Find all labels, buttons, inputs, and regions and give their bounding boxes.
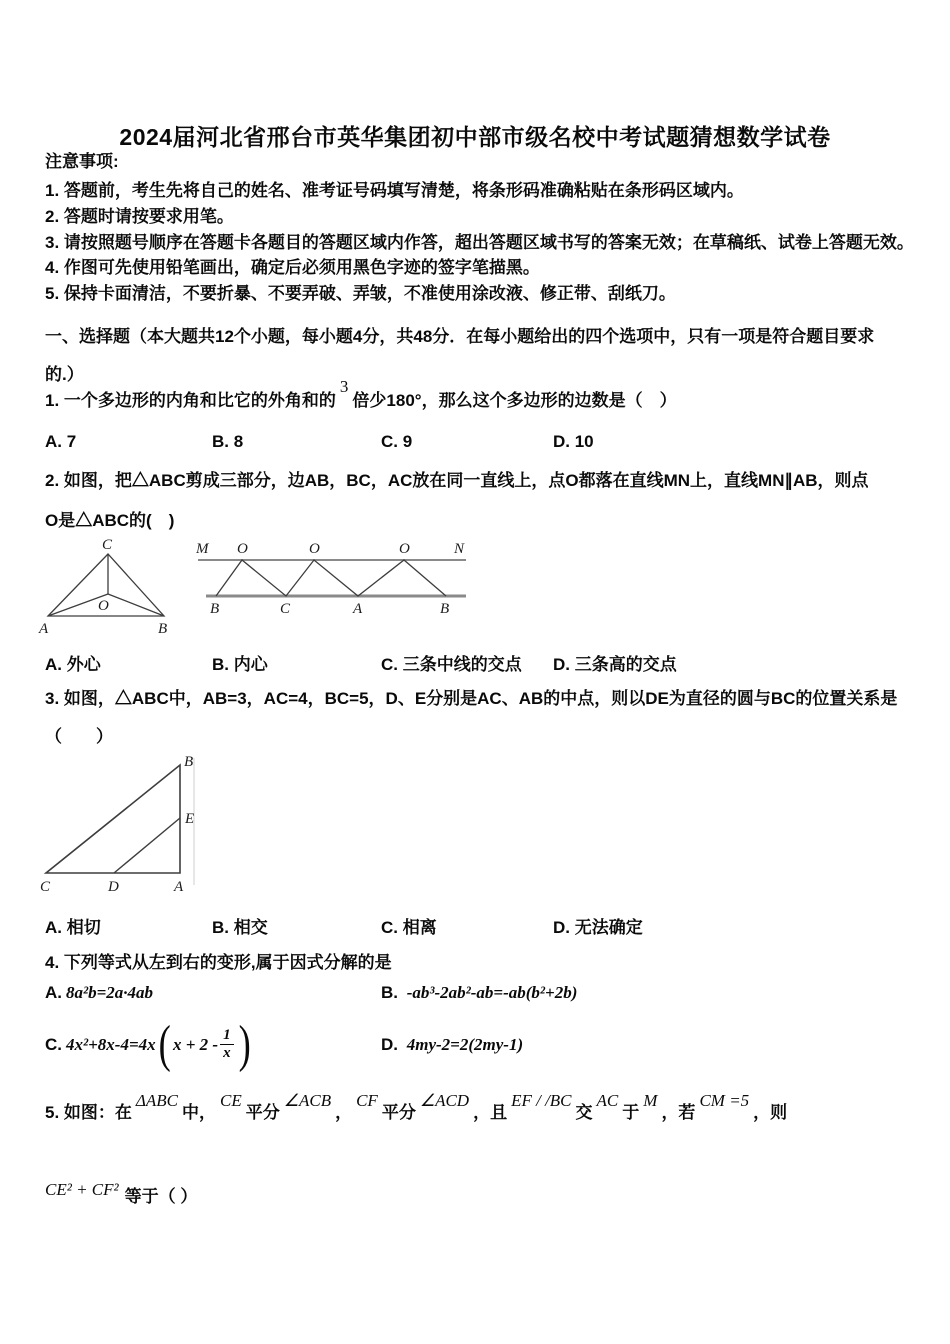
q3-fig-label-e: E: [185, 811, 195, 827]
q4-option-d-key: D.: [381, 1035, 398, 1054]
q5-text-equals: 等于（ ）: [124, 1187, 198, 1206]
q4-stem: 4. 下列等式从左到右的变形,属于因式分解的是: [45, 953, 392, 972]
q4-option-c-left-paren: (: [158, 1015, 171, 1073]
section1-heading-line1: 一、选择题（本大题共12个小题，每小题4分，共48分．在每小题给出的四个选项中，只有一项是符合题目要求: [45, 327, 875, 346]
q4-option-d: [381, 1035, 523, 1055]
q2-stem-line1: 2. 如图，把△ABC剪成三部分，边AB，BC，AC放在同一直线上，点O都落在直线MN上，直线MN∥AB，则点: [45, 471, 869, 490]
q3-fig-label-a: A: [174, 879, 184, 895]
q4-option-c: [45, 1015, 381, 1073]
q3-options: [45, 913, 643, 938]
q3-option-c: C. 相离: [381, 918, 437, 937]
q5-text: 5. 如图：在: [45, 1103, 132, 1122]
q2-stem-line2: O是△ABC的( ): [45, 511, 175, 530]
q5-stem: [45, 1091, 925, 1128]
q4-option-a-formula: 8a²b=2a·4ab: [66, 983, 154, 1002]
q1-option-a: A. 7: [45, 432, 77, 451]
q5-text: ，则: [753, 1103, 788, 1122]
q1-option-c: C. 9: [381, 432, 413, 451]
q4-option-b: [381, 983, 577, 1003]
q5-text: ，且: [473, 1103, 508, 1122]
section1-heading-line2: 的.）: [45, 365, 84, 384]
q2-fig2-label-b2: B: [440, 601, 450, 616]
q2-fig1-label-c: C: [102, 537, 113, 553]
q2-fig1-label-o: O: [98, 598, 109, 614]
q4-option-a: [45, 983, 381, 1003]
q5-text: 平分: [245, 1103, 280, 1122]
q4-option-b-key: B.: [381, 983, 398, 1002]
q2-option-d: D. 三条高的交点: [553, 655, 677, 674]
q5-stem-line2: [45, 1182, 197, 1207]
notice-list: [45, 178, 914, 307]
q5-math-m: M: [643, 1091, 658, 1110]
q5-math-cm-equals-5: CM =5: [699, 1091, 750, 1110]
q3-figure-right-triangle: [38, 753, 210, 898]
q4-options-ab: [45, 983, 577, 1003]
q5-math-ce: CE: [220, 1091, 242, 1110]
q2-figure-triangle-with-center: [38, 536, 190, 638]
q1-stem-pre: 1. 一个多边形的内角和比它的外角和的: [45, 391, 336, 410]
section1-heading: [45, 318, 925, 394]
q3-option-b: B. 相交: [212, 918, 268, 937]
q5-text: 中，: [182, 1103, 216, 1122]
q4-option-c-right-paren: ): [238, 1015, 251, 1073]
q5-text: 于: [622, 1103, 640, 1122]
q2-option-b: B. 内心: [212, 655, 268, 674]
q5-math-angle-acd: ∠ACD: [419, 1091, 470, 1110]
q3-fig-label-b: B: [184, 754, 194, 770]
q2-fig2-label-b1: B: [210, 601, 220, 616]
q5-math-angle-acb: ∠ACB: [283, 1091, 332, 1110]
q2-fig1-label-a: A: [39, 621, 49, 637]
notice-item: 5. 保持卡面清洁，不要折暴、不要弄破、弄皱，不准使用涂改液、修正带、刮纸刀。: [45, 284, 676, 304]
q3-option-a: A. 相切: [45, 918, 101, 937]
q2-option-a: A. 外心: [45, 655, 101, 674]
q2-fig2-label-m: M: [196, 541, 209, 557]
q5-math-cf: CF: [356, 1091, 378, 1110]
q2-figure-parallel-lines: [196, 538, 468, 616]
q1-stem: [45, 377, 677, 411]
q3-fig-label-d: D: [108, 879, 119, 895]
q1-stem-post: 倍少180°，那么这个多边形的边数是（ ）: [352, 391, 677, 410]
q5-math-triangle-abc: ΔABC: [135, 1091, 178, 1110]
q3-stem-line1: 3. 如图，△ABC中，AB=3，AC=4，BC=5，D、E分别是AC、AB的中点，则以DE为直径的圆与BC的位置关系是: [45, 689, 898, 708]
notice-heading: 注意事项:: [45, 152, 119, 171]
q2-option-c: C. 三条中线的交点: [381, 655, 522, 674]
q1-superscript-3: 3: [339, 377, 349, 396]
q5-math-ef-parallel-bc: EF / /BC: [511, 1091, 572, 1110]
q5-text: 交: [575, 1103, 593, 1122]
q4-option-c-key: C.: [45, 1034, 62, 1054]
q2-fig2-label-o3: O: [399, 541, 410, 557]
q4-options-cd: [45, 1012, 523, 1078]
notice-item: 1. 答题前，考生先将自己的姓名、准考证号码填写清楚，将条形码准确粘贴在条形码区域内。: [45, 181, 744, 200]
q5-math-ac: AC: [596, 1091, 619, 1110]
q2-fig2-label-c: C: [280, 601, 291, 616]
q3-stem-line2: （ ）: [45, 727, 113, 746]
q4-option-c-formula: 4x²+8x-4=4x: [66, 1034, 156, 1054]
q3-option-d: D. 无法确定: [553, 918, 643, 937]
q1-option-d: D. 10: [553, 432, 594, 451]
q4-option-d-formula: 4my-2=2(2my-1): [406, 1035, 524, 1054]
q2-fig2-label-n: N: [454, 541, 465, 557]
q4-option-a-key: A.: [45, 983, 62, 1002]
page-title: 2024届河北省邢台市英华集团初中部市级名校中考试题猜想数学试卷: [119, 124, 831, 151]
q5-math-ce2-plus-cf2: CE² + CF²: [45, 1180, 119, 1199]
q5-text: 平分: [381, 1103, 416, 1122]
q4-option-b-formula: -ab³-2ab²-ab=-ab(b²+2b): [406, 983, 578, 1002]
q4-option-c-inner: x + 2 -: [172, 1034, 219, 1054]
notice-item: 4. 作图可先使用铅笔画出，确定后必须用黑色字迹的签字笔描黑。: [45, 258, 540, 278]
notice-item: 3. 请按照题号顺序在答题卡各题目的答题区域内作答，超出答题区域书写的答案无效；在草稿纸、试卷上答题无效。: [45, 232, 914, 252]
q4-option-c-fraction-denominator: x: [220, 1044, 234, 1062]
q5-text: ，若: [661, 1103, 696, 1122]
q2-fig1-label-b: B: [158, 621, 168, 637]
q1-option-b: B. 8: [212, 432, 244, 451]
q4-option-c-fraction: [220, 1027, 234, 1063]
q3-fig-label-c: C: [40, 879, 51, 895]
notice-item: 2. 答题时请按要求用笔。: [45, 206, 234, 226]
q4-option-c-fraction-numerator: 1: [223, 1027, 231, 1044]
q2-fig2-label-o1: O: [237, 541, 248, 557]
q2-options: [45, 650, 677, 675]
q2-fig2-label-a: A: [353, 601, 363, 616]
q2-fig2-label-o2: O: [309, 541, 320, 557]
q5-text: ，: [335, 1103, 353, 1122]
q1-options: [45, 432, 594, 452]
